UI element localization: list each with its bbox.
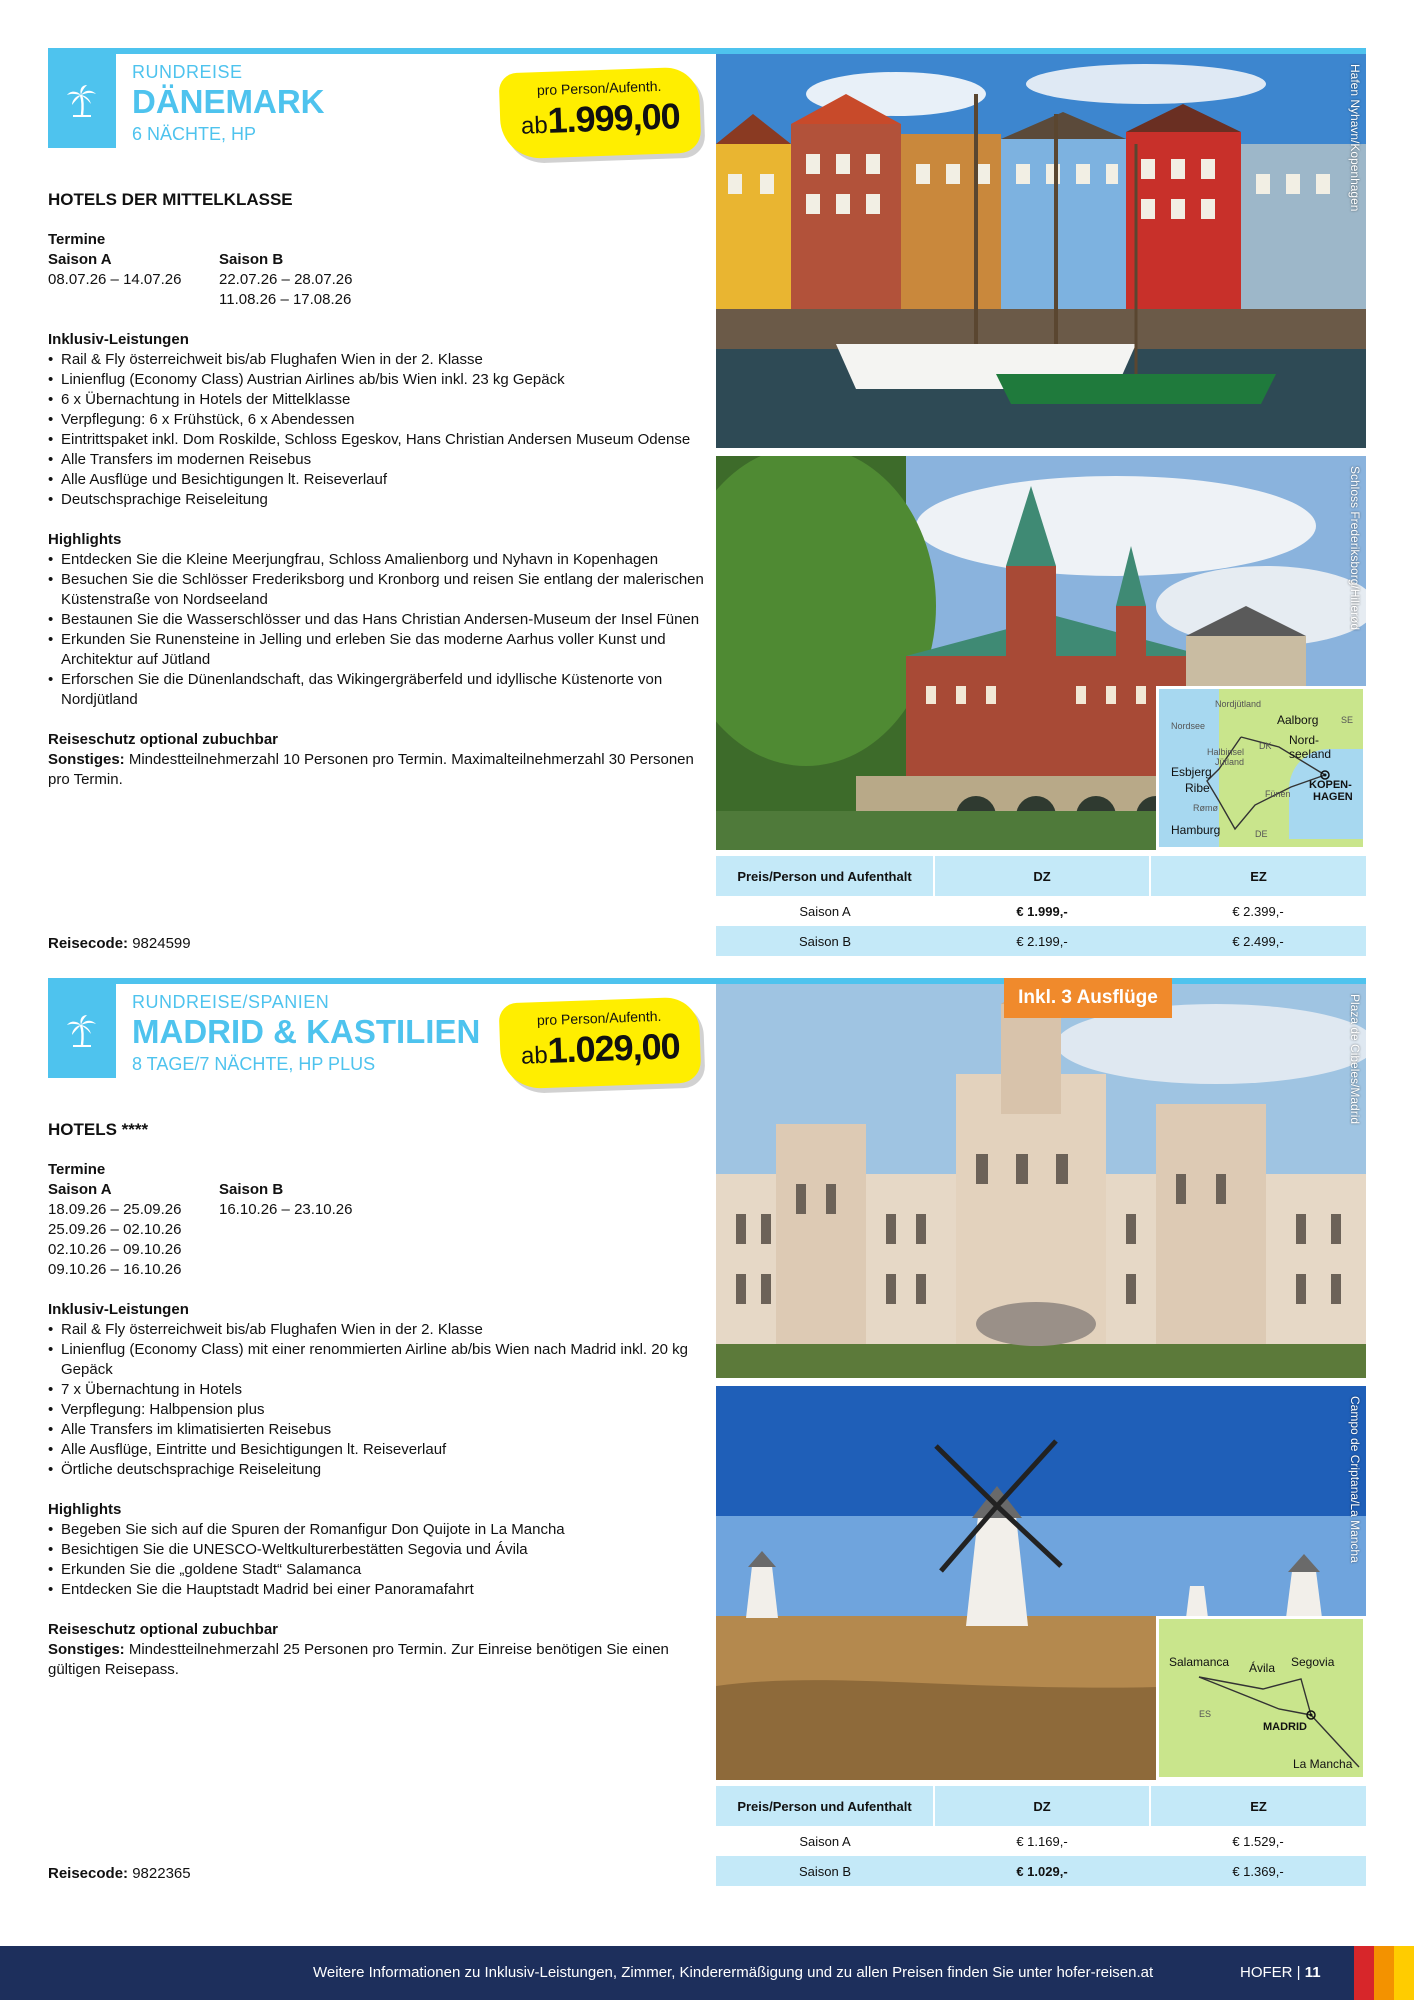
season-a-column (48, 250, 219, 310)
price-tag (499, 997, 702, 1090)
map-label: HAGEN (1313, 791, 1353, 803)
page-footer (0, 1946, 1414, 2000)
map-label: MADRID (1263, 1721, 1307, 1733)
season-b-label: Saison B (219, 251, 284, 268)
map-label: Nord- (1289, 733, 1320, 747)
season-a-date: 02.10.26 – 09.10.26 (48, 1241, 182, 1258)
list-item: • 6 x Übernachtung in Hotels der Mittelklasse (48, 390, 708, 410)
table-cell: Saison A (799, 903, 851, 919)
palm-tree-icon (64, 83, 100, 119)
map-label: SE (1341, 715, 1354, 725)
hotel-class: HOTELS **** (48, 1120, 149, 1139)
list-item: • Erforschen Sie die Dünenlandschaft, das Wikingergräberfeld und idyllische Küstenorte von Nordjütland (48, 670, 708, 710)
table-cell: € 2.499,- (1150, 926, 1366, 956)
stripe-red (1354, 1946, 1374, 2000)
map-label: Ribe (1185, 781, 1210, 795)
photo-caption: Campo de Criptana/La Mancha (1348, 1396, 1362, 1563)
map-label: Aalborg (1277, 713, 1319, 727)
map-label: Jütland (1215, 757, 1245, 767)
inklusiv-list (48, 1320, 708, 1480)
list-item: • 7 x Übernachtung in Hotels (48, 1380, 708, 1400)
highlights-list (48, 1520, 708, 1600)
brand-name: HOFER (1240, 1964, 1293, 1981)
season-b-date: 22.07.26 – 28.07.26 (219, 271, 353, 288)
reisecode-value: 9822365 (128, 1865, 191, 1882)
map-label: Ávila (1249, 1661, 1276, 1675)
inklusiv-heading: Inklusiv-Leistungen (48, 331, 189, 348)
page-number: 11 (1304, 1964, 1321, 1981)
list-item: • Besuchen Sie die Schlösser Frederiksborg und Kronborg und reisen Sie entlang der malerischen Küstenstraße von Nordseeland (48, 570, 708, 610)
photo-caption: Plaza de Cibeles/Madrid (1348, 994, 1362, 1125)
price-label: pro Person/Aufenth. (536, 1007, 662, 1029)
table-cell: € 1.169,- (1016, 1833, 1068, 1849)
table-header-cell: EZ (1150, 1786, 1366, 1826)
route-map-spain (1156, 1616, 1366, 1780)
season-a-label: Saison A (48, 1181, 112, 1198)
price-value: 1.029,00 (546, 1025, 681, 1071)
list-item: • Rail & Fly österreichweit bis/ab Flughafen Wien in der 2. Klasse (48, 350, 708, 370)
photo-windmills (716, 1386, 1366, 1780)
trip-denmark (48, 48, 1366, 958)
photo-caption: Hafen Nyhavn/Kopenhagen (1348, 64, 1362, 212)
map-label: DE (1255, 829, 1268, 839)
map-label: seeland (1289, 747, 1332, 761)
list-item: • Besichtigen Sie die UNESCO-Weltkulturerbestätten Segovia und Ávila (48, 1540, 708, 1560)
excursions-badge: Inkl. 3 Ausflüge (1004, 978, 1172, 1018)
footer-brand (1240, 1964, 1321, 1981)
trip-duration: 8 TAGE/7 NÄCHTE, HP PLUS (132, 1053, 376, 1074)
termine-heading: Termine (48, 231, 106, 248)
table-header-cell: DZ (934, 1786, 1150, 1826)
inklusiv-list (48, 350, 708, 510)
palm-tree-icon (64, 1013, 100, 1049)
season-a-date: 18.09.26 – 25.09.26 (48, 1201, 182, 1218)
season-a-column (48, 1180, 219, 1280)
reisecode-value: 9824599 (128, 935, 191, 952)
list-item: • Entdecken Sie die Hauptstadt Madrid bei einer Panoramafahrt (48, 1580, 708, 1600)
price-value-line (500, 1025, 701, 1074)
price-label: pro Person/Aufenth. (536, 77, 662, 99)
price-prefix: ab (520, 1041, 549, 1070)
trip-header (132, 992, 532, 1075)
table-cell: Saison B (716, 1856, 934, 1886)
photo-caption: Schloss Frederiksborg/Hillerød (1348, 466, 1362, 631)
highlights-list (48, 550, 708, 710)
list-item: • Alle Transfers im klimatisierten Reisebus (48, 1420, 708, 1440)
table-row (716, 896, 1366, 926)
table-cell: € 1.029,- (934, 1856, 1150, 1886)
reiseschutz-note: Reiseschutz optional zubuchbar (48, 731, 279, 748)
reisecode (48, 1865, 191, 1882)
photo-nyhavn (716, 54, 1366, 448)
price-table (716, 1786, 1366, 1886)
map-label: ES (1199, 1709, 1212, 1719)
inklusiv-section (48, 1300, 708, 1480)
table-row (716, 926, 1366, 956)
termine-heading: Termine (48, 1161, 106, 1178)
table-cell: € 1.999,- (1016, 903, 1068, 919)
trip-type: RUNDREISE/SPANIEN (132, 992, 330, 1012)
highlights-heading: Highlights (48, 531, 122, 548)
list-item: • Alle Transfers im modernen Reisebus (48, 450, 708, 470)
list-item: • Erkunden Sie Runensteine in Jelling und erleben Sie das moderne Aarhus voller Kunst und Architektur auf Jütland (48, 630, 708, 670)
list-item: • Linienflug (Economy Class) Austrian Airlines ab/bis Wien inkl. 23 kg Gepäck (48, 370, 708, 390)
table-cell: € 1.369,- (1150, 1856, 1366, 1886)
map-label: Hamburg (1171, 823, 1221, 837)
list-item: • Alle Ausflüge und Besichtigungen lt. Reiseverlauf (48, 470, 708, 490)
price-prefix: ab (520, 111, 549, 140)
category-icon-box (48, 984, 116, 1078)
photo-cibeles (716, 984, 1366, 1378)
hotel-class: HOTELS DER MITTELKLASSE (48, 190, 293, 209)
brand-stripes (1354, 1946, 1414, 2000)
trip-title: MADRID & KASTILIEN (132, 1013, 481, 1050)
list-item: • Alle Ausflüge, Eintritte und Besichtigungen lt. Reiseverlauf (48, 1440, 708, 1460)
list-item: • Begeben Sie sich auf die Spuren der Romanfigur Don Quijote in La Mancha (48, 1520, 708, 1540)
route-map-denmark (1156, 686, 1366, 850)
trip-details (48, 190, 708, 790)
table-cell: € 2.399,- (1232, 903, 1284, 919)
reisecode (48, 935, 191, 952)
price-value-line (500, 95, 701, 144)
sonstiges-note (48, 750, 708, 790)
season-b-date: 16.10.26 – 23.10.26 (219, 1201, 353, 1218)
category-icon-box (48, 54, 116, 148)
list-item: • Erkunden Sie die „goldene Stadt“ Salamanca (48, 1560, 708, 1580)
list-item: • Bestaunen Sie die Wasserschlösser und das Hans Christian Andersen-Museum der Insel Fünen (48, 610, 708, 630)
brand-separator: | (1292, 1964, 1305, 1981)
map-label: Salamanca (1169, 1655, 1230, 1669)
list-item: • Verpflegung: Halbpension plus (48, 1400, 708, 1420)
map-label: DK (1259, 741, 1272, 751)
list-item: • Linienflug (Economy Class) mit einer renommierten Airline ab/bis Wien nach Madrid inkl. 20 kg Gepäck (48, 1340, 708, 1380)
price-table-header (716, 1786, 1366, 1826)
map-label: KOPEN- (1309, 779, 1352, 791)
stripe-yellow (1394, 1946, 1414, 2000)
sonstiges-label: Sonstiges: (48, 1641, 125, 1658)
map-label: Nordsee (1171, 721, 1206, 731)
map-label: Halbinsel (1207, 747, 1245, 757)
table-cell: Saison A (799, 1833, 851, 1849)
list-item: • Deutschsprachige Reiseleitung (48, 490, 708, 510)
map-label: Rømø (1193, 803, 1218, 813)
season-a-date: 25.09.26 – 02.10.26 (48, 1221, 182, 1238)
sonstiges-text: Mindestteilnehmerzahl 25 Personen pro Termin. Zur Einreise benötigen Sie einen gültigen Reisepass. (48, 1641, 669, 1678)
table-header-cell: DZ (934, 856, 1150, 896)
list-item: • Rail & Fly österreichweit bis/ab Flughafen Wien in der 2. Klasse (48, 1320, 708, 1340)
trip-header (132, 62, 492, 145)
harbor-illustration (716, 54, 1366, 448)
table-header-cell: Preis/Person und Aufenthalt (716, 1786, 934, 1826)
photo-frederiksborg (716, 456, 1366, 850)
termine-table (48, 1180, 708, 1280)
price-value: 1.999,00 (546, 95, 681, 141)
season-a-date: 09.10.26 – 16.10.26 (48, 1261, 182, 1278)
highlights-heading: Highlights (48, 1501, 122, 1518)
palace-illustration (716, 984, 1366, 1378)
sonstiges-text: Mindestteilnehmerzahl 10 Personen pro Termin. Maximalteilnehmerzahl 30 Personen pro Termin. (48, 751, 694, 788)
reisecode-label: Reisecode: (48, 935, 129, 952)
stripe-orange (1374, 1946, 1394, 2000)
table-header-cell: EZ (1150, 856, 1366, 896)
table-row (716, 1856, 1366, 1886)
list-item: • Örtliche deutschsprachige Reiseleitung (48, 1460, 708, 1480)
sonstiges-note (48, 1640, 708, 1680)
season-b-column (219, 1180, 390, 1280)
season-a-date: 08.07.26 – 14.07.26 (48, 271, 182, 288)
list-item: • Entdecken Sie die Kleine Meerjungfrau, Schloss Amalienborg und Nyhavn in Kopenhagen (48, 550, 708, 570)
season-b-label: Saison B (219, 1181, 284, 1198)
trip-type: RUNDREISE (132, 62, 243, 82)
reisecode-label: Reisecode: (48, 1865, 129, 1882)
highlights-section (48, 1500, 708, 1600)
map-label: Segovia (1291, 1655, 1335, 1669)
season-a-label: Saison A (48, 251, 112, 268)
map-label: Fünen (1265, 789, 1291, 799)
trip-details (48, 1120, 708, 1680)
price-table (716, 856, 1366, 956)
table-row (716, 1826, 1366, 1856)
reiseschutz-note: Reiseschutz optional zubuchbar (48, 1621, 279, 1638)
table-header-cell: Preis/Person und Aufenthalt (716, 856, 934, 896)
price-table-header (716, 856, 1366, 896)
highlights-section (48, 530, 708, 710)
table-cell: € 2.199,- (934, 926, 1150, 956)
table-cell: Saison B (716, 926, 934, 956)
route-lines (1159, 1619, 1366, 1780)
map-label: Esbjerg (1171, 765, 1212, 779)
map-label: Nordjütland (1215, 699, 1262, 709)
footer-info-text: Weitere Informationen zu Inklusiv-Leistungen, Zimmer, Kinderermäßigung und zu allen Preisen finden Sie unter hofer-reisen.at (313, 1964, 1154, 1981)
trip-madrid (48, 978, 1366, 1888)
inklusiv-heading: Inklusiv-Leistungen (48, 1301, 189, 1318)
season-b-column (219, 250, 390, 310)
inklusiv-section (48, 330, 708, 510)
trip-title: DÄNEMARK (132, 83, 325, 120)
termine-table (48, 250, 708, 310)
season-b-date: 11.08.26 – 17.08.26 (219, 291, 352, 308)
price-tag (499, 67, 702, 160)
table-cell: € 1.529,- (1232, 1833, 1284, 1849)
list-item: • Eintrittspaket inkl. Dom Roskilde, Schloss Egeskov, Hans Christian Andersen Museum Odense (48, 430, 708, 450)
trip-duration: 6 NÄCHTE, HP (132, 123, 257, 144)
list-item: • Verpflegung: 6 x Frühstück, 6 x Abendessen (48, 410, 708, 430)
sonstiges-label: Sonstiges: (48, 751, 125, 768)
map-label: La Mancha (1293, 1757, 1353, 1771)
